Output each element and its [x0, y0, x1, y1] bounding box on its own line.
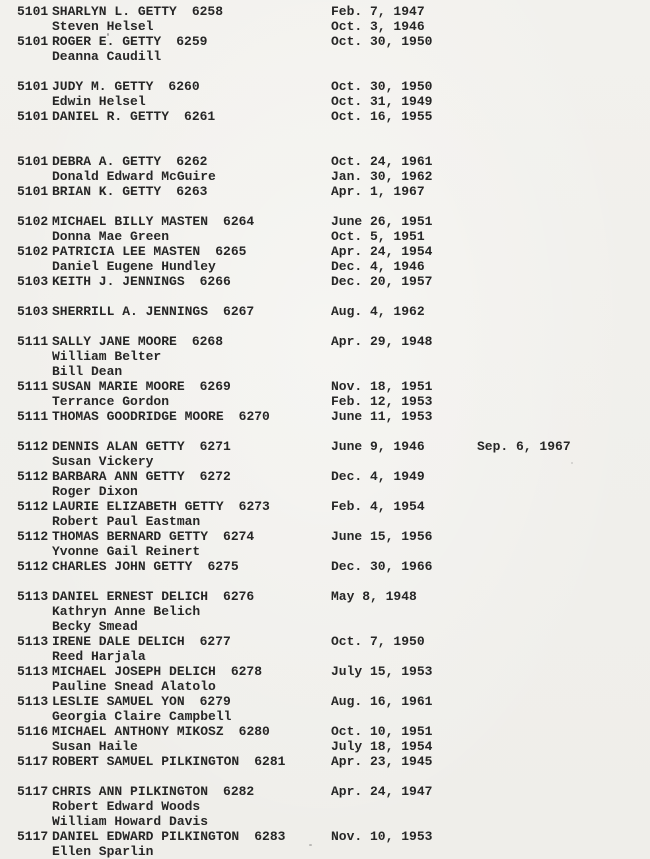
person-name: William Howard Davis — [52, 814, 209, 829]
entry-number: 6270 — [238, 409, 270, 424]
record-row — [0, 589, 650, 604]
person-name: PATRICIA LEE MASTEN — [52, 244, 201, 259]
birth-date: Nov. 10, 1953 — [331, 829, 433, 844]
name-block — [52, 664, 262, 679]
name-block — [52, 724, 270, 739]
record-row — [0, 799, 650, 814]
blank-line — [0, 199, 650, 214]
name-block — [52, 469, 231, 484]
name-block — [52, 649, 146, 664]
record-row — [0, 619, 650, 634]
record-row — [0, 19, 650, 34]
birth-date: July 15, 1953 — [331, 664, 433, 679]
family-ref-number: 5102 — [17, 244, 49, 259]
birth-date: Nov. 18, 1951 — [331, 379, 433, 394]
name-block — [52, 94, 146, 109]
person-name: DEBRA A. GETTY — [52, 154, 162, 169]
birth-date: Apr. 1, 1967 — [331, 184, 425, 199]
person-name: IRENE DALE DELICH — [52, 634, 185, 649]
name-block — [52, 439, 231, 454]
family-ref-number: 5112 — [17, 529, 49, 544]
record-row — [0, 739, 650, 754]
birth-date: Dec. 20, 1957 — [331, 274, 433, 289]
entry-number: 6262 — [176, 154, 208, 169]
entry-number: 6283 — [254, 829, 286, 844]
name-block — [52, 694, 231, 709]
family-ref-number: 5103 — [17, 274, 49, 289]
name-block — [52, 829, 285, 844]
family-ref-number: 5117 — [17, 784, 49, 799]
name-block — [52, 454, 153, 469]
person-name: Georgia Claire Campbell — [52, 709, 232, 724]
family-ref-number: 5112 — [17, 499, 49, 514]
person-name: Becky Smead — [52, 619, 138, 634]
person-name: Donna Mae Green — [52, 229, 170, 244]
record-row — [0, 184, 650, 199]
blank-line — [0, 319, 650, 334]
name-block — [52, 274, 231, 289]
name-block — [52, 544, 200, 559]
person-name: Steven Helsel — [52, 19, 154, 34]
family-ref-number: 5112 — [17, 469, 49, 484]
name-block — [52, 379, 231, 394]
person-name: SHARLYN L. GETTY — [52, 4, 177, 19]
family-ref-number: 5111 — [17, 409, 49, 424]
name-block — [52, 169, 216, 184]
person-name: THOMAS BERNARD GETTY — [52, 529, 209, 544]
blank-line — [0, 424, 650, 439]
person-name: THOMAS GOODRIDGE MOORE — [52, 409, 224, 424]
scan-speck — [309, 844, 312, 846]
name-block — [52, 49, 161, 64]
name-block — [52, 19, 153, 34]
birth-date: June 26, 1951 — [331, 214, 433, 229]
entry-number: 6258 — [191, 4, 224, 19]
family-ref-number: 5112 — [17, 559, 49, 574]
entry-number: 6264 — [223, 214, 255, 229]
scan-speck — [571, 462, 573, 464]
name-block — [52, 244, 246, 259]
name-block — [52, 589, 254, 604]
name-block — [52, 814, 208, 829]
family-ref-number: 5101 — [17, 4, 49, 19]
family-ref-number: 5116 — [17, 724, 49, 739]
record-row — [0, 694, 650, 709]
name-block — [52, 409, 270, 424]
person-name: DANIEL R. GETTY — [52, 109, 170, 124]
name-block — [52, 739, 138, 754]
person-name: Roger Dixon — [52, 484, 138, 499]
birth-date: July 18, 1954 — [331, 739, 433, 754]
record-row — [0, 649, 650, 664]
entry-number: 6265 — [215, 244, 247, 259]
person-name: Bill Dean — [52, 364, 123, 379]
name-block — [52, 529, 254, 544]
name-block — [52, 349, 161, 364]
birth-date: Oct. 5, 1951 — [331, 229, 425, 244]
name-block — [52, 499, 270, 514]
family-ref-number: 5112 — [17, 439, 49, 454]
person-name: Susan Vickery — [52, 454, 154, 469]
person-name: Kathryn Anne Belich — [52, 604, 201, 619]
record-row — [0, 604, 650, 619]
name-block — [52, 229, 169, 244]
person-name: Robert Edward Woods — [52, 799, 201, 814]
entry-number: 6269 — [199, 379, 231, 394]
birth-date: Apr. 24, 1954 — [331, 244, 433, 259]
person-name: CHRIS ANN PILKINGTON — [52, 784, 209, 799]
record-row — [0, 304, 650, 319]
family-ref-number: 5111 — [17, 379, 49, 394]
name-block — [52, 679, 216, 694]
family-ref-number: 5113 — [17, 664, 49, 679]
name-block — [52, 109, 215, 124]
blank-line — [0, 769, 650, 784]
record-row — [0, 829, 650, 844]
person-name: MICHAEL ANTHONY MIKOSZ — [52, 724, 224, 739]
name-block — [52, 4, 223, 19]
name-block — [52, 394, 169, 409]
person-name: Deanna Caudill — [52, 49, 162, 64]
name-block — [52, 784, 254, 799]
name-block — [52, 844, 153, 859]
birth-date: Dec. 4, 1946 — [331, 259, 425, 274]
record-row — [0, 394, 650, 409]
name-block — [52, 364, 122, 379]
record-row — [0, 709, 650, 724]
person-name: LESLIE SAMUEL YON — [52, 694, 185, 709]
record-row — [0, 349, 650, 364]
person-name: SALLY JANE MOORE — [52, 334, 177, 349]
entry-number: 6267 — [223, 304, 255, 319]
entry-number: 6272 — [199, 469, 231, 484]
birth-date: June 15, 1956 — [331, 529, 433, 544]
entry-number: 6274 — [223, 529, 255, 544]
birth-date: Feb. 12, 1953 — [331, 394, 433, 409]
name-block — [52, 514, 200, 529]
person-name: Donald Edward McGuire — [52, 169, 216, 184]
record-row — [0, 469, 650, 484]
birth-date: Aug. 16, 1961 — [331, 694, 433, 709]
entry-number: 6275 — [207, 559, 239, 574]
entry-number: 6266 — [199, 274, 231, 289]
record-row — [0, 529, 650, 544]
person-name: Pauline Snead Alatolo — [52, 679, 216, 694]
blank-line — [0, 124, 650, 154]
person-name: William Belter — [52, 349, 162, 364]
birth-date: Apr. 24, 1947 — [331, 784, 433, 799]
name-block — [52, 754, 285, 769]
family-ref-number: 5101 — [17, 184, 49, 199]
family-ref-number: 5102 — [17, 214, 49, 229]
record-row — [0, 274, 650, 289]
record-row — [0, 754, 650, 769]
name-block — [52, 709, 231, 724]
family-ref-number: 5101 — [17, 79, 49, 94]
family-ref-number: 5117 — [17, 754, 49, 769]
record-row — [0, 784, 650, 799]
family-ref-number: 5101 — [17, 34, 49, 49]
entry-number: 6281 — [254, 754, 286, 769]
entry-number: 6278 — [230, 664, 263, 679]
birth-date: Apr. 29, 1948 — [331, 334, 433, 349]
person-name: MICHAEL BILLY MASTEN — [52, 214, 209, 229]
scan-speck — [107, 33, 109, 36]
birth-date: Oct. 7, 1950 — [331, 634, 425, 649]
name-block — [52, 79, 200, 94]
entry-number: 6282 — [223, 784, 255, 799]
record-row — [0, 49, 650, 64]
person-name: Daniel Eugene Hundley — [52, 259, 216, 274]
entry-number: 6261 — [184, 109, 216, 124]
name-block — [52, 619, 138, 634]
birth-date: Dec. 30, 1966 — [331, 559, 433, 574]
birth-date: Apr. 23, 1945 — [331, 754, 433, 769]
name-block — [52, 484, 138, 499]
record-row — [0, 544, 650, 559]
record-row — [0, 259, 650, 274]
name-block — [52, 184, 207, 199]
record-row — [0, 379, 650, 394]
record-row — [0, 334, 650, 349]
record-row — [0, 724, 650, 739]
death-date: Sep. 6, 1967 — [477, 439, 571, 454]
birth-date: May 8, 1948 — [331, 589, 417, 604]
record-row — [0, 439, 650, 454]
person-name: MICHAEL JOSEPH DELICH — [52, 664, 216, 679]
name-block — [52, 559, 239, 574]
person-name: Susan Haile — [52, 739, 138, 754]
entry-number: 6279 — [199, 694, 231, 709]
family-ref-number: 5117 — [17, 829, 49, 844]
person-name: ROBERT SAMUEL PILKINGTON — [52, 754, 240, 769]
entry-number: 6271 — [199, 439, 231, 454]
name-block — [52, 304, 254, 319]
name-block — [52, 799, 200, 814]
birth-date: Dec. 4, 1949 — [331, 469, 425, 484]
person-name: DENNIS ALAN GETTY — [52, 439, 185, 454]
name-block — [52, 334, 223, 349]
entry-number: 6273 — [238, 499, 270, 514]
name-block — [52, 154, 207, 169]
entry-number: 6277 — [199, 634, 231, 649]
blank-line — [0, 574, 650, 589]
family-ref-number: 5113 — [17, 589, 49, 604]
family-ref-number: 5101 — [17, 154, 49, 169]
record-row — [0, 109, 650, 124]
record-row — [0, 364, 650, 379]
record-row — [0, 634, 650, 649]
family-ref-number: 5113 — [17, 694, 49, 709]
birth-date: Oct. 24, 1961 — [331, 154, 433, 169]
entry-number: 6276 — [223, 589, 255, 604]
birth-date: Oct. 10, 1951 — [331, 724, 433, 739]
person-name: SHERRILL A. JENNINGS — [52, 304, 209, 319]
record-row — [0, 244, 650, 259]
person-name: BARBARA ANN GETTY — [52, 469, 185, 484]
person-name: Reed Harjala — [52, 649, 146, 664]
record-row — [0, 844, 650, 859]
entry-number: 6280 — [238, 724, 270, 739]
entry-number: 6268 — [191, 334, 224, 349]
birth-date: June 9, 1946 — [331, 439, 425, 454]
person-name: Terrance Gordon — [52, 394, 170, 409]
person-name: SUSAN MARIE MOORE — [52, 379, 185, 394]
record-row — [0, 4, 650, 19]
birth-date: Feb. 4, 1954 — [331, 499, 425, 514]
records-list — [0, 4, 650, 859]
entry-number: 6260 — [168, 79, 200, 94]
record-row — [0, 169, 650, 184]
person-name: Robert Paul Eastman — [52, 514, 201, 529]
person-name: KEITH J. JENNINGS — [52, 274, 185, 289]
record-row — [0, 454, 650, 469]
family-ref-number: 5103 — [17, 304, 49, 319]
name-block — [52, 34, 207, 49]
birth-date: Jan. 30, 1962 — [331, 169, 433, 184]
record-row — [0, 34, 650, 49]
name-block — [52, 214, 254, 229]
record-row — [0, 229, 650, 244]
blank-line — [0, 289, 650, 304]
birth-date: Oct. 30, 1950 — [331, 79, 433, 94]
birth-date: Oct. 3, 1946 — [331, 19, 425, 34]
person-name: CHARLES JOHN GETTY — [52, 559, 193, 574]
record-row — [0, 94, 650, 109]
birth-date: Oct. 16, 1955 — [331, 109, 433, 124]
person-name: Edwin Helsel — [52, 94, 146, 109]
record-row — [0, 679, 650, 694]
record-row — [0, 664, 650, 679]
birth-date: Oct. 30, 1950 — [331, 34, 433, 49]
birth-date: Feb. 7, 1947 — [331, 4, 425, 19]
person-name: Yvonne Gail Reinert — [52, 544, 201, 559]
person-name: DANIEL ERNEST DELICH — [52, 589, 209, 604]
name-block — [52, 259, 216, 274]
family-ref-number: 5101 — [17, 109, 49, 124]
person-name: ROGER E. GETTY — [52, 34, 162, 49]
birth-date: June 11, 1953 — [331, 409, 433, 424]
name-block — [52, 604, 200, 619]
family-ref-number: 5111 — [17, 334, 49, 349]
person-name: LAURIE ELIZABETH GETTY — [52, 499, 224, 514]
record-row — [0, 409, 650, 424]
record-row — [0, 79, 650, 94]
record-row — [0, 559, 650, 574]
blank-line — [0, 64, 650, 79]
person-name: JUDY M. GETTY — [52, 79, 154, 94]
entry-number: 6259 — [176, 34, 208, 49]
record-row — [0, 814, 650, 829]
birth-date: Oct. 31, 1949 — [331, 94, 433, 109]
record-row — [0, 514, 650, 529]
person-name: DANIEL EDWARD PILKINGTON — [52, 829, 240, 844]
record-row — [0, 484, 650, 499]
birth-date: Aug. 4, 1962 — [331, 304, 425, 319]
person-name: BRIAN K. GETTY — [52, 184, 162, 199]
family-ref-number: 5113 — [17, 634, 49, 649]
person-name: Ellen Sparlin — [52, 844, 154, 859]
record-row — [0, 499, 650, 514]
name-block — [52, 634, 231, 649]
record-row — [0, 154, 650, 169]
entry-number: 6263 — [176, 184, 208, 199]
record-row — [0, 214, 650, 229]
